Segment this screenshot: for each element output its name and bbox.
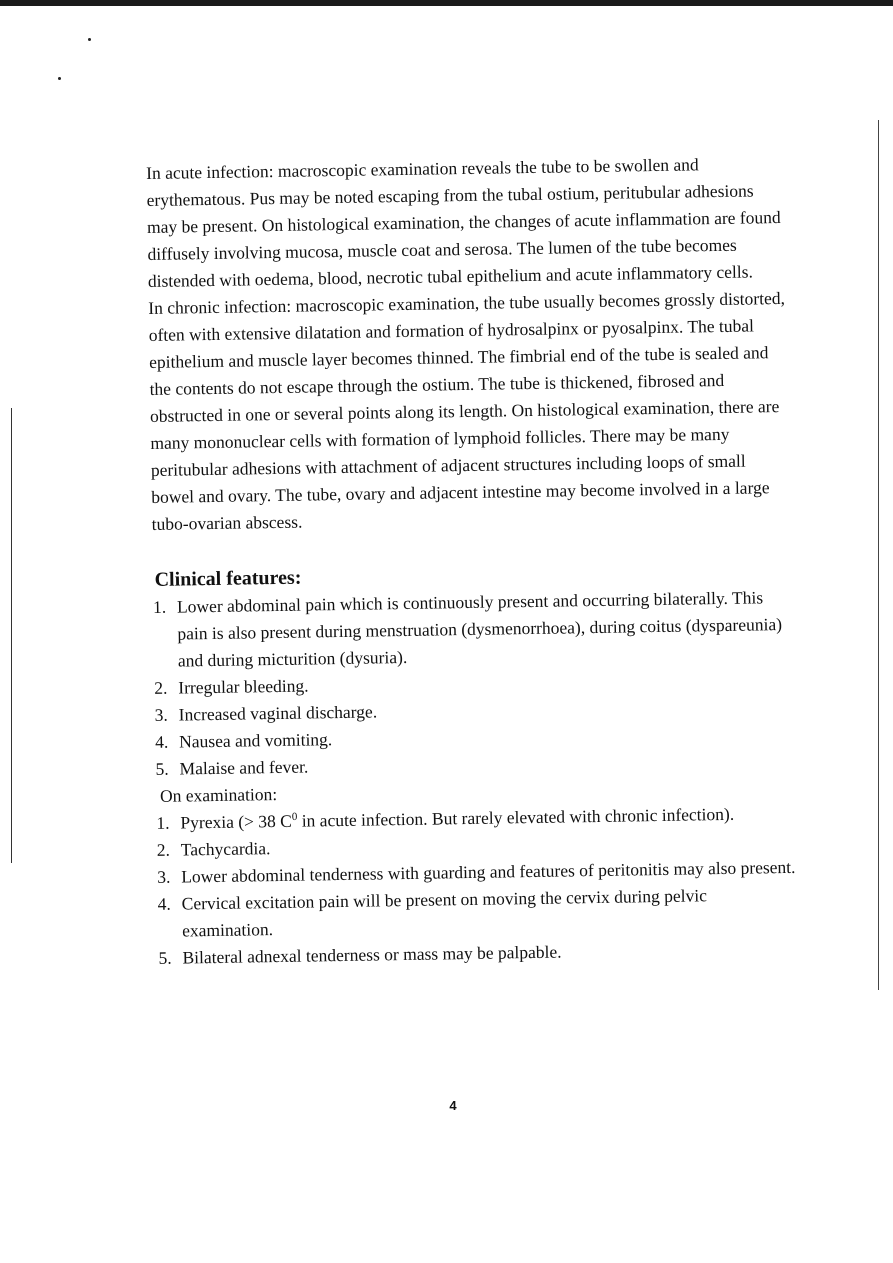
list-item-text: Increased vaginal discharge. bbox=[178, 701, 378, 725]
list-number: 4. bbox=[157, 893, 171, 914]
scan-left-edge-line bbox=[11, 408, 12, 863]
list-item-text: Cervical excitation pain will be present on moving the cervix during pelvic examination. bbox=[181, 885, 708, 941]
list-number: 2. bbox=[154, 677, 168, 698]
list-item-text: Tachycardia. bbox=[180, 838, 271, 860]
list-item bbox=[153, 584, 794, 675]
findings-list bbox=[156, 800, 798, 972]
list-item-text: Lower abdominal tenderness with guarding and features of peritonitis may also present. bbox=[181, 856, 796, 887]
degree-superscript: 0 bbox=[291, 810, 298, 823]
scan-top-edge bbox=[0, 0, 893, 6]
chronic-infection-paragraph: In chronic infection: macroscopic examination, the tube usually becomes grossly distorted, often with extensive dilatation and formation of hydrosalpinx or pyosalpinx. The tubal epithelium and muscle layer becomes thinned. The fimbrial end of the tube is sealed and the contents do not escape through the ostium. The tube is thickened, fibrosed and obstructed in one or several points along its length. On histological examination, there are many mononuclear cells with formation of lymphoid follicles. There may be many peritubular adhesions with attachment of adjacent structures including loops of small bowel and ovary. The tube, ovary and adjacent intestine may become involved in a large tubo-ovarian abscess. bbox=[148, 287, 786, 534]
list-number: 2. bbox=[156, 839, 171, 860]
list-item-text: Malaise and fever. bbox=[179, 756, 309, 779]
pyrexia-text-continued: in acute infection. But rarely elevated with chronic infection). bbox=[297, 803, 735, 831]
pyrexia-text: Pyrexia (> 38 C bbox=[180, 810, 293, 833]
list-number: 5. bbox=[155, 758, 169, 779]
list-number: 1. bbox=[156, 812, 170, 833]
list-item-text: Irregular bleeding. bbox=[178, 675, 309, 698]
page-content bbox=[146, 150, 799, 972]
acute-infection-paragraph: In acute infection: macroscopic examination reveals the tube to be swollen and erythematous. Pus may be noted escaping from the tubal ostium, peritubular adhesions may be present. On histological examination, the changes of acute inflammation are found diffusely involving mucosa, muscle coat and serosa. The lumen of the tube becomes distended with oedema, blood, necrotic tubal epithelium and acute inflammatory cells. bbox=[146, 154, 781, 291]
page-number: 4 bbox=[449, 1098, 457, 1113]
list-number: 1. bbox=[152, 596, 167, 617]
symptoms-list bbox=[153, 584, 796, 783]
list-number: 5. bbox=[158, 947, 172, 968]
list-number: 3. bbox=[157, 866, 171, 887]
scan-speck bbox=[88, 38, 91, 41]
list-item bbox=[157, 881, 798, 945]
list-item-text: Bilateral adnexal tenderness or mass may be palpable. bbox=[182, 941, 562, 968]
list-number: 4. bbox=[154, 731, 169, 752]
list-item-text: Nausea and vomiting. bbox=[178, 729, 333, 752]
clinical-features-heading: Clinical features: bbox=[154, 566, 302, 591]
scan-right-edge-line bbox=[878, 120, 879, 990]
on-examination-label: On examination: bbox=[159, 784, 278, 806]
list-number: 3. bbox=[154, 704, 168, 725]
list-item-text: Lower abdominal pain which is continuously present and occurring bilaterally. This pain is also present during menstruation (dysmenorrhoea), during coitus (dyspareunia) and during micturition (dysuria). bbox=[176, 587, 783, 671]
scan-speck bbox=[58, 77, 61, 80]
